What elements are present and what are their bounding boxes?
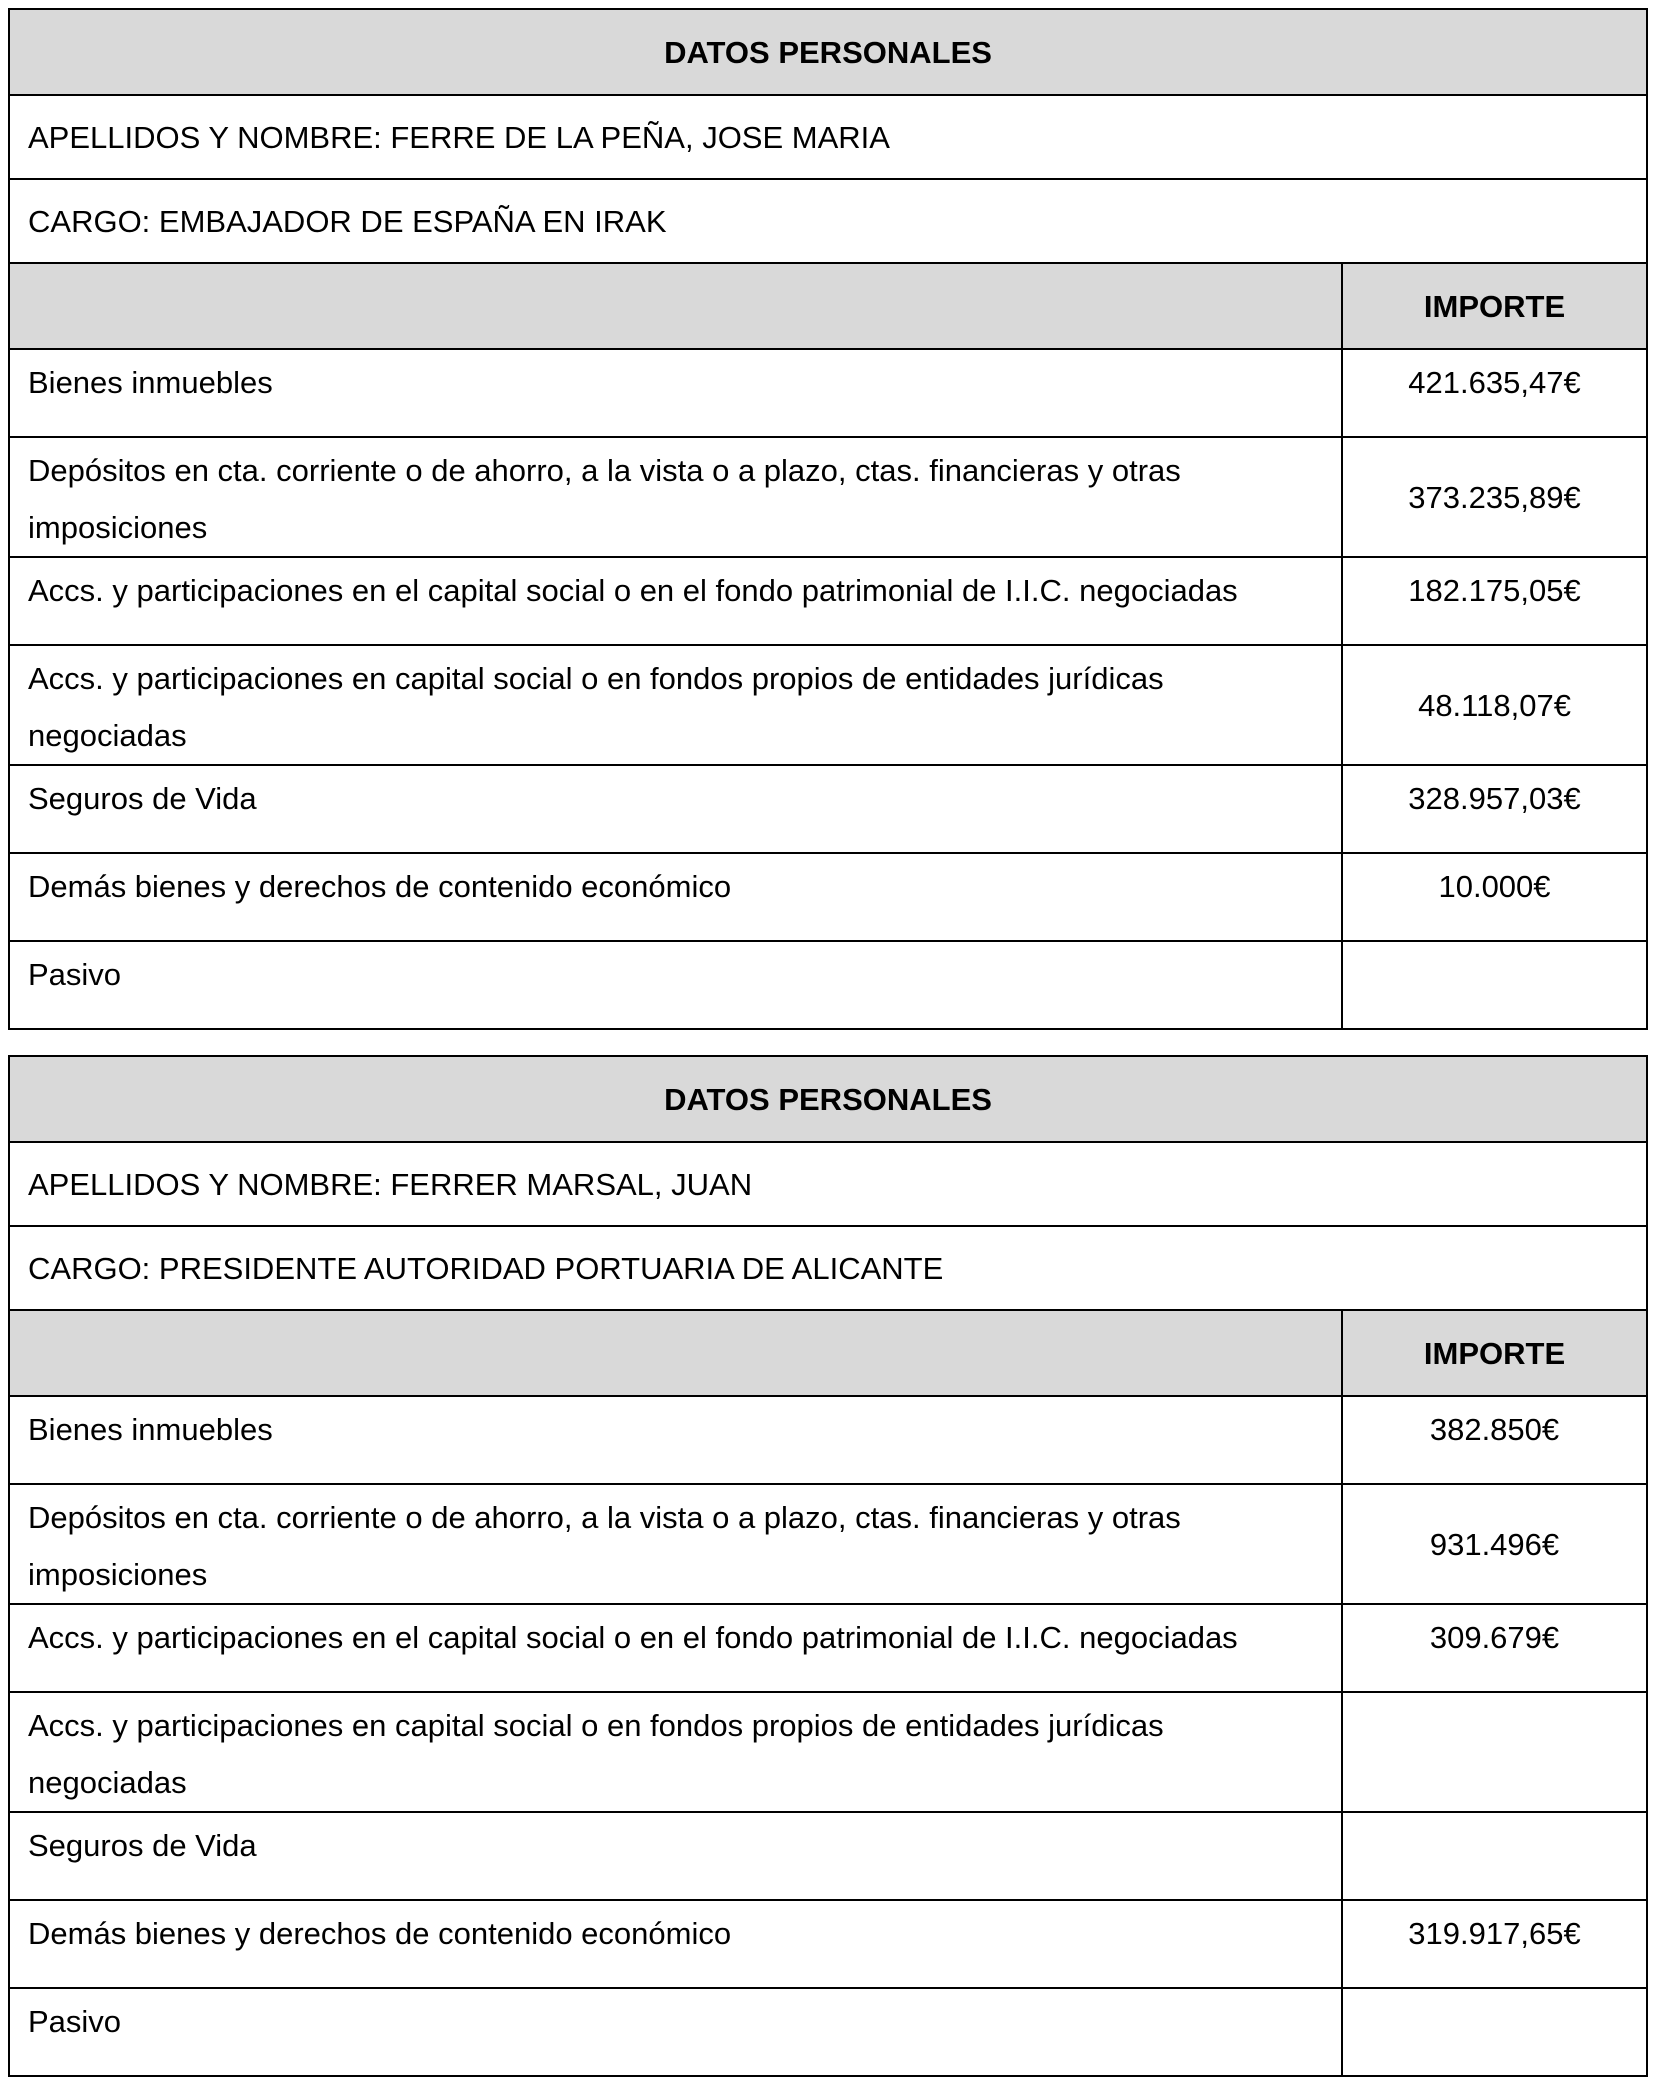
- amount-cell: 319.917,65€: [1342, 1900, 1647, 1988]
- concept-cell: Accs. y participaciones en capital social o en fondos propios de entidades jurídicas negociadas: [9, 645, 1342, 765]
- table-row: [9, 1900, 1647, 1988]
- section-header-row: [9, 9, 1647, 95]
- name-row: [9, 95, 1647, 179]
- section-title: DATOS PERSONALES: [9, 1056, 1647, 1142]
- table-row: [9, 1988, 1647, 2076]
- concept-cell: Bienes inmuebles: [9, 349, 1342, 437]
- position-line: CARGO: EMBAJADOR DE ESPAÑA EN IRAK: [9, 179, 1647, 263]
- amount-cell: 10.000€: [1342, 853, 1647, 941]
- table-row: [9, 1396, 1647, 1484]
- table-row: [9, 1812, 1647, 1900]
- amount-cell: 373.235,89€: [1342, 437, 1647, 557]
- amount-cell: 182.175,05€: [1342, 557, 1647, 645]
- amount-cell: [1342, 1692, 1647, 1812]
- column-header-row: [9, 263, 1647, 349]
- amount-header: IMPORTE: [1342, 263, 1647, 349]
- table-row: [9, 853, 1647, 941]
- table-row: [9, 765, 1647, 853]
- declaration-record: [8, 8, 1646, 1030]
- concept-cell: Accs. y participaciones en capital social o en fondos propios de entidades jurídicas negociadas: [9, 1692, 1342, 1812]
- name-line: APELLIDOS Y NOMBRE: FERRE DE LA PEÑA, JOSE MARIA: [9, 95, 1647, 179]
- concept-cell: Depósitos en cta. corriente o de ahorro, a la vista o a plazo, ctas. financieras y otras imposiciones: [9, 437, 1342, 557]
- declaration-table: [8, 1055, 1648, 2077]
- table-row: [9, 1692, 1647, 1812]
- amount-cell: [1342, 941, 1647, 1029]
- table-row: [9, 645, 1647, 765]
- concept-cell: Depósitos en cta. corriente o de ahorro, a la vista o a plazo, ctas. financieras y otras imposiciones: [9, 1484, 1342, 1604]
- concept-cell: Demás bienes y derechos de contenido económico: [9, 1900, 1342, 1988]
- name-row: [9, 1142, 1647, 1226]
- concept-header-cell: [9, 263, 1342, 349]
- concept-header-cell: [9, 1310, 1342, 1396]
- table-row: [9, 557, 1647, 645]
- amount-cell: 421.635,47€: [1342, 349, 1647, 437]
- table-row: [9, 1604, 1647, 1692]
- concept-cell: Pasivo: [9, 1988, 1342, 2076]
- declaration-record: [8, 1055, 1646, 2077]
- table-row: [9, 941, 1647, 1029]
- name-line: APELLIDOS Y NOMBRE: FERRER MARSAL, JUAN: [9, 1142, 1647, 1226]
- table-row: [9, 437, 1647, 557]
- position-row: [9, 179, 1647, 263]
- amount-header: IMPORTE: [1342, 1310, 1647, 1396]
- section-header-row: [9, 1056, 1647, 1142]
- concept-cell: Seguros de Vida: [9, 1812, 1342, 1900]
- concept-cell: Bienes inmuebles: [9, 1396, 1342, 1484]
- position-line: CARGO: PRESIDENTE AUTORIDAD PORTUARIA DE ALICANTE: [9, 1226, 1647, 1310]
- concept-cell: Accs. y participaciones en el capital social o en el fondo patrimonial de I.I.C. negociadas: [9, 557, 1342, 645]
- amount-cell: [1342, 1812, 1647, 1900]
- column-header-row: [9, 1310, 1647, 1396]
- table-row: [9, 349, 1647, 437]
- position-row: [9, 1226, 1647, 1310]
- concept-cell: Pasivo: [9, 941, 1342, 1029]
- concept-cell: Demás bienes y derechos de contenido económico: [9, 853, 1342, 941]
- section-title: DATOS PERSONALES: [9, 9, 1647, 95]
- amount-cell: 382.850€: [1342, 1396, 1647, 1484]
- amount-cell: [1342, 1988, 1647, 2076]
- concept-cell: Accs. y participaciones en el capital social o en el fondo patrimonial de I.I.C. negociadas: [9, 1604, 1342, 1692]
- table-row: [9, 1484, 1647, 1604]
- concept-cell: Seguros de Vida: [9, 765, 1342, 853]
- amount-cell: 309.679€: [1342, 1604, 1647, 1692]
- amount-cell: 328.957,03€: [1342, 765, 1647, 853]
- amount-cell: 931.496€: [1342, 1484, 1647, 1604]
- amount-cell: 48.118,07€: [1342, 645, 1647, 765]
- declaration-table: [8, 8, 1648, 1030]
